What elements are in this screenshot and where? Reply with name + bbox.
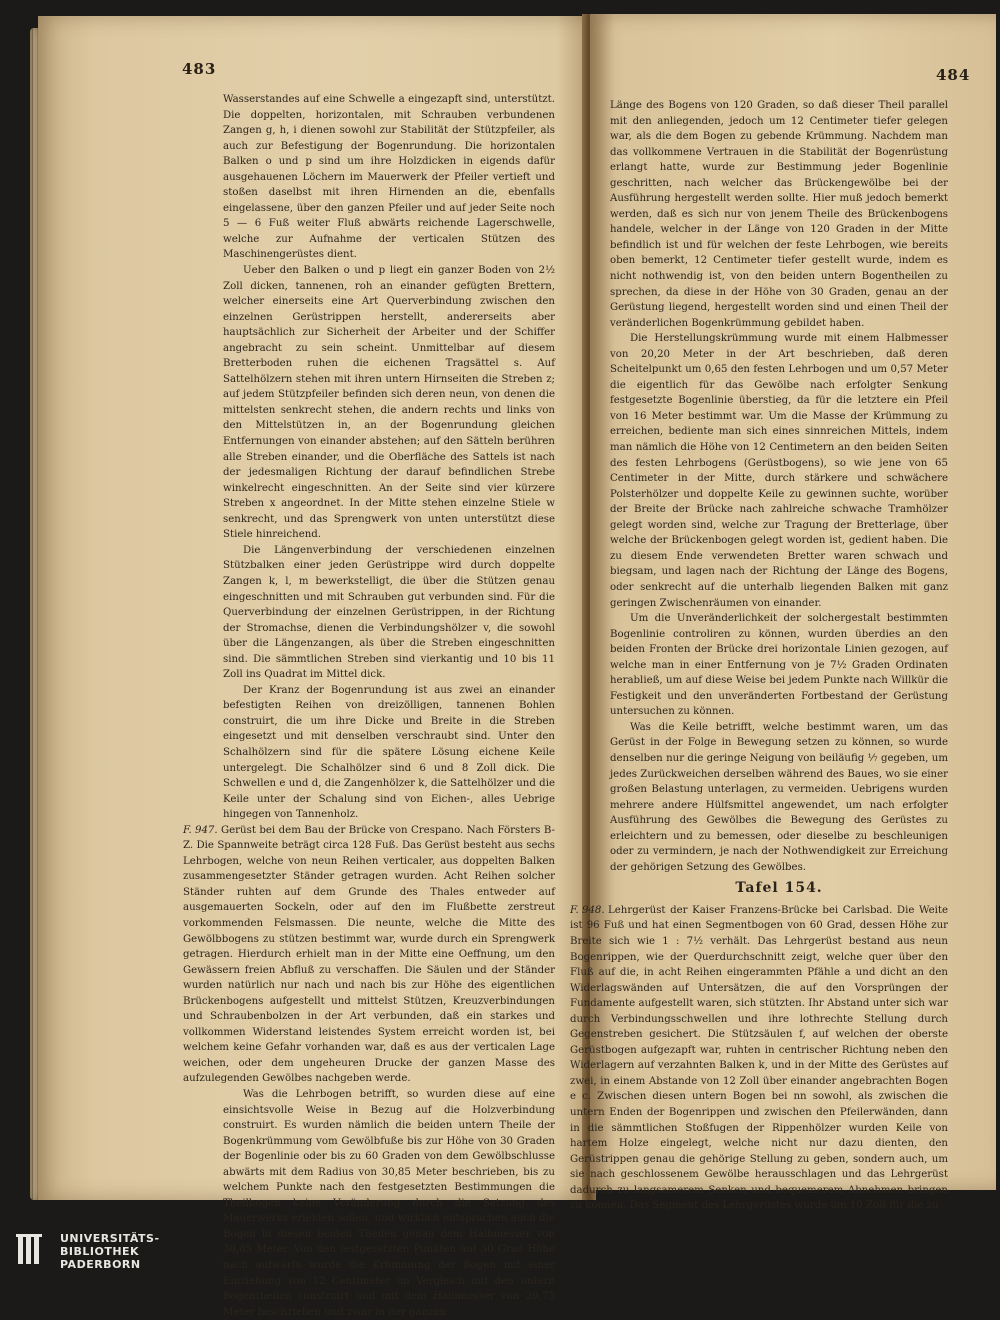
figure-label: F. 948.: [570, 904, 605, 916]
logo-line-2: BIBLIOTHEK: [60, 1245, 140, 1258]
left-text-column: [183, 92, 555, 1320]
figure-paragraph: [570, 903, 948, 1214]
paragraph-text: Gerüst bei dem Bau der Brücke von Crespano. Nach Försters B-Z. Die Spannweite beträgt circa 128 Fuß. Das Gerüst besteht aus sechs Lehrbogen, welche von neun Reihen verticaler, aus doppelten Balken zusammengesetzter Ständer getragen wurden. Acht Reihen solcher Ständer ruhten auf dem Grunde des Thales entweder auf ausgemauerten Sockeln, oder auf den im Flußbette zerstreut vorkommenden Felsmassen. Die neunte, welche die Mitte des Gewölbbogens zu stützen bestimmt war, wurde durch ein Sprengwerk getragen. Hierdurch erhielt man in der Mitte eine Oeffnung, um den Gewässern freien Abfluß zu verschaffen. Die Säulen und der Ständer wurden natürlich nur nach und nach bis zur Höhe des eigentlichen Brückenbogens aufgestellt und mittelst Stützen, Kreuzverbindungen und Schraubenbolzen in der Art verbunden, daß ein starkes und vollkommen Widerstand leistendes System erreicht worden ist, bei welchem keine Gefahr vorhanden war, daß es aus der verticalen Lage weichen, oder dem ungeheuren Drucke der ganzen Masse des aufzulegenden Gewölbes nachgeben werde.: [183, 824, 555, 1085]
body-paragraph: Die Herstellungskrümmung wurde mit einem Halbmesser von 20,20 Meter in der Art beschrieben, daß deren Scheitelpunkt um 0,65 den festen Lehrbogen und um 0,57 Meter die eigentlich für das Gewölbe nach erfolgter Senkung festgesetzte Bogenlinie überstieg, da für die letztere ein Pfeil von 16 Meter bestimmt war. Um die Masse der Krümmung zu erreichen, bediente man sich eines sinnreichen Mittels, indem man nämlich die Höhe von 12 Centimetern an den beiden Seiten des festen Lehrbogens (Gerüstbogens), so wie jene von 65 Centimeter in der Mitte, durch stärkere und schwächere Polsterhölzer und doppelte Keile zu gewinnen suchte, worüber der Breite der Brücke nach zahlreiche schwache Tramhölzer gelegt worden sind, welche zur Tragung der Bretterlage, über welche der Brückenbogen gelegt worden ist, gedient haben. Die zu diesem Ende verwendeten Bretter waren schwach und biegsam, und lagen nach der Richtung der Länge des Bogens, oder senkrecht auf die unterhalb liegenden Balken mit ganz geringen Zwischenräumen von einander.: [610, 333, 948, 609]
logo-line-3: PADERBORN: [60, 1258, 141, 1271]
body-paragraph: Wasserstandes auf eine Schwelle a eingezapft sind, unterstützt. Die doppelten, horizontalen, mit Schrauben verbundenen Zangen g, h, i dienen sowohl zur Stabilität der Stützpfeiler, als auch zur Befestigung der Bogenrundung. Die horizontalen Balken o und p sind um ihre Holzdicken in eigends dafür ausgehauenen Löchern im Mauerwerk der Pfeiler vertieft und stoßen daselbst mit ihren Hirnenden an die, ebenfalls eingelassene, über den ganzen Pfeiler und auf jeder Seite noch 5 — 6 Fuß weiter Fluß abwärts reichende Lagerschwelle, welche zur Aufnahme der verticalen Stützen des Maschinengerüstes dient.: [223, 94, 555, 261]
body-paragraph: Was die Keile betrifft, welche bestimmt waren, um das Gerüst in der Folge in Bewegung setzen zu können, so wurde denselben nur die geringe Neigung von beiläufig ⅐ gegeben, um jedes Zurückweichen derselben während des Baues, wo sie einer großen Belastung unterlagen, zu vermeiden. Uebrigens wurden mehrere andere Hülfsmittel angewendet, um nach erfolgter Ausführung des Gewölbes die Bewegung des Gerüstes zu erleichtern und zu bemessen, oder dieselbe zu beschleunigen oder zu vermindern, je nach der Nothwendigkeit zur Erreichung der gehörigen Setzung des Gewölbes.: [610, 721, 948, 873]
figure-paragraph: [183, 823, 555, 1087]
body-paragraph: Länge des Bogens von 120 Graden, so daß dieser Theil parallel mit den anliegenden, jedoch um 12 Centimeter tiefer gelegen war, als die dem Bogen zu gebende Krümmung. Nachdem man das vollkommene Vertrauen in die Stabilität der Bogenrüstung erlangt hatte, wurde zur Bestimmung jeder Bogenlinie geschritten, nach welcher das Brückengewölbe bei der Ausführung hergestellt werden sollte. Hier muß jedoch bemerkt werden, daß es sich nur von jenem Theile des Brückenbogens handele, welcher in der Länge von 120 Graden in der Mitte befindlich ist und für welchen der feste Lehrbogen, wie bereits oben bemerkt, 12 Centimeter tiefer gestellt wurde, indem es nicht nothwendig ist, von den beiden untern Bogentheilen zu sprechen, da diese in der Höhe von 30 Graden, genau an der Gerüstung liegend, hergestellt worden sind und einen Theil der veränderlichen Bogenkrümmung gebildet haben.: [610, 100, 948, 329]
right-page-number: 484: [936, 66, 971, 84]
logo-line-1: UNIVERSITÄTS-: [60, 1232, 160, 1245]
library-logo-icon: [16, 1234, 46, 1266]
figure-label: F. 947.: [183, 824, 218, 836]
plate-heading: Tafel 154.: [735, 880, 823, 897]
body-paragraph: Ueber den Balken o und p liegt ein ganzer Boden von 2½ Zoll dicken, tannenen, roh an einander gefügten Brettern, welcher einerseits eine Art Querverbindung zwischen den einzelnen Gerüstrippen herstellt, andererseits aber hauptsächlich zur Sicherheit der Arbeiter und der Schiffer angebracht zu sein scheint. Unmittelbar auf diesem Bretterboden ruhen die eichenen Tragsättel s. Auf Sattelhölzern stehen mit ihren untern Hirnseiten die Streben z; auf jedem Stützpfeiler befinden sich deren neun, von denen die mittelsten senkrecht stehen, die andern rechts und links von den Mittelstützen in, an der Bogenrundung gleichen Entfernungen von einander abstehen; auf den Sätteln berühren alle Streben einander, und die Oberfläche des Sattels ist nach der jedesmaligen Richtung der darauf befindlichen Strebe winkelrecht eingeschnitten. An der Seite sind vier kürzere Streben x angeordnet. In der Mitte stehen einzelne Stiele w senkrecht, und das Sprengwerk von unten unterstützt diese Stiele hinreichend.: [223, 265, 555, 541]
right-text-column: [570, 98, 948, 1214]
left-page-number: 483: [182, 60, 217, 78]
library-logo-text: [60, 1232, 160, 1271]
body-paragraph: Der Kranz der Bogenrundung ist aus zwei an einander befestigten Reihen von dreizölligen, tannenen Bohlen construirt, die um ihre Dicke und Breite in die Streben eingesetzt und mit denselben verschraubt sind. Unter den Schalhölzern sind für die spätere Lösung eichene Keile untergelegt. Die Schalhölzer sind 6 und 8 Zoll dick. Die Schwellen e und d, die Zangenhölzer k, die Sattelhölzer und die Keile unter der Schalung sind von Eichen-, alles Uebrige hingegen von Tannenholz.: [223, 684, 555, 821]
paragraph-text: Lehrgerüst der Kaiser Franzens-Brücke bei Carlsbad. Die Weite ist 96 Fuß und hat einen Segmentbogen von 60 Grad, dessen Höhe zur Breite sich wie 1 : 7½ verhält. Das Lehrgerüst bestand aus neun Bogenrippen, wie der Querdurchschnitt zeigt, welche quer über den Fluß auf die, in acht Reihen eingerammten Pfähle a und dicht an den Widerlagswänden auf Untersätzen, die auf den Vorsprüngen der Fundamente aufgestellt waren, sich stützten. Ihr Abstand unter sich war durch Verbindungsschwellen und ihre lothrechte Stellung durch Gegenstreben gesichert. Die Stützsäulen f, auf welchen der oberste Gerüstbogen aufgezapft war, ruhten in centrischer Richtung neben den Widerlagern auf verzahnten Balken k, und in der Mitte des Gerüstes auf zwei, in einem Abstande von 12 Zoll über einander angebrachten Bogen e c. Zwischen diesen untern Bogen bei nn sowohl, als zwischen die untern Enden der Bogenrippen und zwischen den Pfeilerwänden, dann in die sämmtlichen Stoßfugen der Rippenhölzer wurden Keile von hartem Holze eingelegt, welche nicht nur dazu dienten, den Gerüstrippen genau die gehörige Stellung zu geben, sondern auch, um sie nach geschlossenem Gewölbe herausschlagen und das Lehrgerüst dadurch zu langsamerem Senken und bequemerem Abnehmen bringen zu können. Das Segment des Lehrgerüstes wurde um 10 Zoll für die zu: [570, 904, 948, 1212]
body-paragraph: Um die Unveränderlichkeit der solchergestalt bestimmten Bogenlinie controliren zu können, wurden überdies an den beiden Fronten der Brücke drei horizontale Linien gezogen, auf welche man in einer Entfernung von je 7½ Graden Ordinaten herabließ, um auf diese Weise bei jedem Punkte nach Willkür die Festigkeit und den unveränderten Fortbestand der Gerüstung untersuchen zu können.: [610, 613, 948, 718]
body-paragraph: Was die Lehrbogen betrifft, so wurden diese auf eine einsichtsvolle Weise in Bezug auf die Holzverbindung construirt. Es wurden nämlich die beiden untern Theile der Bogenkrümmung vom Gewölbfuße bis zur Höhe von 30 Graden der Bogenlinie oder bis zu 60 Graden von dem Gewölbschlusse abwärts mit dem Radius von 30,85 Meter beschrieben, bis zu welchem Punkte nach den festgesetzten Bestimmungen die Theilbogen keine Veränderung durch die Setzung des Mauerwerks erleiden sollen, und wirklich entsprachen auch die Bogen in diesen beiden Theilen genau dem Halbmesser von 30,85 Meter. Von den festgesetzten Punkten auf 30 Grad Höhe nach aufwärts wurde die Krümmung der Bogen mit einer Einziehung von 12 Centimeter im Vergleich mit den untern Bogentheilen construirt und mit dem Halbmesser von 20,75 Meter beschrieben und zwar in der ganzen: [223, 1089, 555, 1318]
body-paragraph: Die Längenverbindung der verschiedenen einzelnen Stützbalken einer jeden Gerüstrippe wird durch doppelte Zangen k, l, m bewerkstelligt, die über die Stützen genau eingeschnitten und mit Schrauben gut verbunden sind. Für die Querverbindung der einzelnen Gerüstrippen, in der Richtung der Stromachse, dienen die Verbindungshölzer v, die sowohl über die Längenzangen, als über die Streben eingeschnitten sind. Die sämmtlichen Streben sind vierkantig und 10 bis 11 Zoll ins Quadrat im Mittel dick.: [223, 544, 555, 681]
